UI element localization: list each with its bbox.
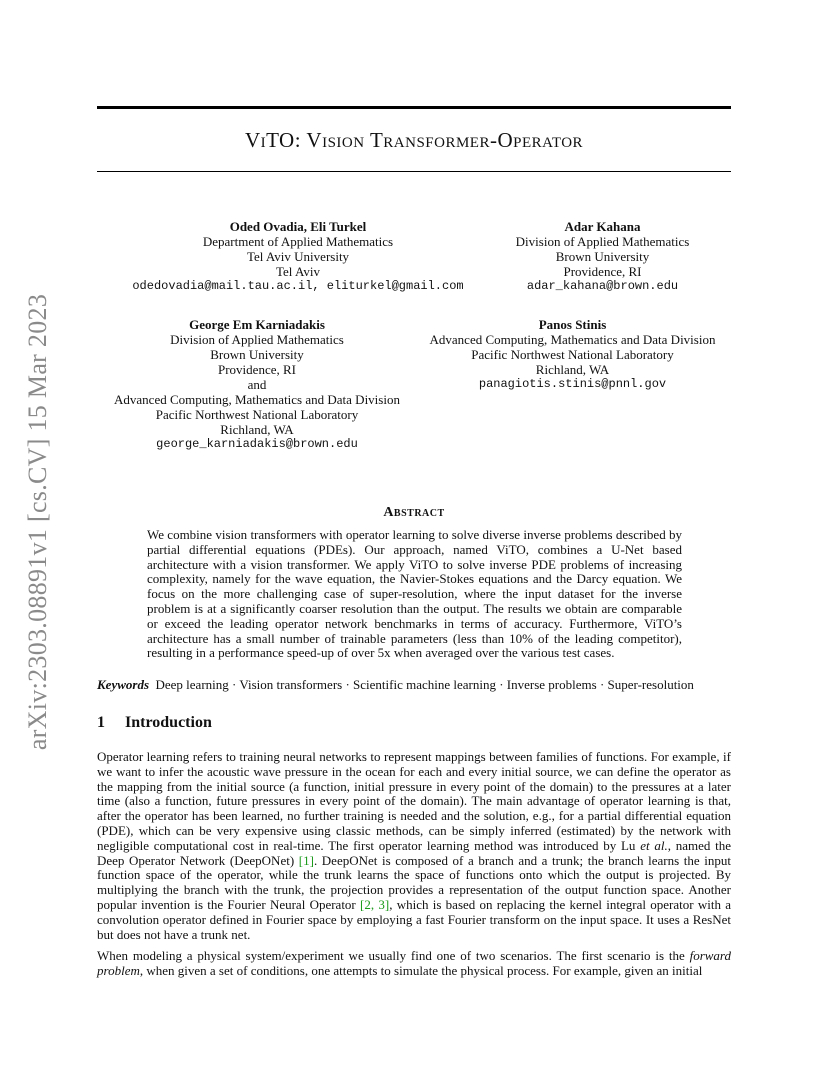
- emphasis-text: forward problem: [97, 948, 731, 978]
- affiliation-line: Division of Applied Mathematics: [170, 332, 344, 347]
- paper-title: ViTO: Vision Transformer-Operator: [244, 128, 584, 152]
- author-name: George Em Karniadakis: [189, 317, 325, 332]
- title-rule-top: [97, 106, 731, 109]
- section-number: 1: [97, 714, 105, 731]
- keywords-text: Deep learning · Vision transformers · Scientific machine learning · Inverse problems · Super-resolution: [155, 677, 694, 692]
- author-block: [490, 219, 715, 294]
- author-email[interactable]: adar_kahana@brown.edu: [526, 279, 679, 293]
- affiliation-line: Pacific Northwest National Laboratory: [155, 407, 359, 422]
- body-paragraph: [97, 949, 731, 979]
- author-block: [420, 317, 725, 392]
- abstract-text: We combine vision transformers with operator learning to solve diverse inverse problems described by partial differential equations (PDEs). Our approach, named ViTO, combines a U-Net based architecture with a vision transformer. We apply ViTO to solve inverse PDE problems of increasing complexity, namely for the wave equation, the Navier-Stokes equations and the Darcy equation. We focus on the more challenging case of super-resolution, where the input dataset for the inverse problem is at a significantly coarser resolution than the output. The results we obtain are comparable or exceed the leading operator network benchmarks in terms of accuracy. Furthermore, ViTO’s architecture has a small number of trainable parameters (less than 10% of the leading competitor), resulting in a performance speed-up of over 5x when averaged over the various test cases.: [147, 527, 682, 661]
- affiliation-line: Advanced Computing, Mathematics and Data Division: [114, 392, 400, 407]
- keywords-label: Keywords: [97, 677, 149, 692]
- citation-link[interactable]: [2, 3]: [360, 896, 390, 912]
- affiliation-line: Pacific Northwest National Laboratory: [471, 347, 674, 362]
- arxiv-sidebar-stamp: [18, 284, 58, 760]
- affiliation-line: Richland, WA: [220, 422, 294, 437]
- body-paragraph: [97, 750, 731, 942]
- paragraph-text: When modeling a physical system/experiment we usually find one of two scenarios. The first scenario is the: [97, 948, 690, 963]
- emphasis-text: et al.: [640, 837, 668, 853]
- arxiv-identifier: arXiv:2303.08891v1 [cs.CV] 15 Mar 2023: [23, 293, 52, 751]
- paragraph-text: . DeepONet is composed of a branch and a trunk; the branch learns the input function space of the operator, while the trunk learns the space of functions onto which the output is projected. By multiplying the branch with the trunk, the projection provides a representation of the output function space. Another popular invention is the Fourier Neural Operator: [97, 852, 731, 912]
- author-block: [118, 219, 478, 294]
- paragraph-text: , which is based on replacing the kernel integral operator with a convolution operator defined in Fourier space by employing a fast Fourier transform on the input space. It uses a ResNet but does not have a trunk net.: [97, 896, 731, 942]
- affiliation-line: Tel Aviv University: [246, 249, 350, 264]
- affiliation-line: Division of Applied Mathematics: [515, 234, 690, 249]
- section-heading: [97, 714, 212, 732]
- author-name: Panos Stinis: [538, 317, 607, 332]
- affiliation-line: Brown University: [555, 249, 650, 264]
- affiliation-line: Brown University: [210, 347, 304, 362]
- section-title: Introduction: [125, 714, 212, 731]
- abstract-heading: Abstract: [383, 505, 445, 520]
- citation-link[interactable]: [1]: [298, 852, 314, 868]
- keywords-line: [97, 677, 731, 693]
- author-email[interactable]: panagiotis.stinis@pnnl.gov: [478, 377, 667, 391]
- author-name: Adar Kahana: [564, 219, 641, 234]
- affiliation-line: Providence, RI: [218, 362, 296, 377]
- paragraph-text: , when given a set of conditions, one attempts to simulate the physical process. For example, given an initial: [139, 962, 703, 978]
- author-name: Oded Ovadia, Eli Turkel: [229, 219, 367, 234]
- affiliation-line: Tel Aviv: [276, 264, 320, 279]
- affiliation-line: Richland, WA: [535, 362, 610, 377]
- paragraph-text: , named the Deep Operator Network (DeepONet): [97, 837, 731, 868]
- affiliation-line: Department of Applied Mathematics: [202, 234, 394, 249]
- author-email[interactable]: george_karniadakis@brown.edu: [156, 437, 358, 451]
- title-rule-bottom: [97, 171, 731, 172]
- affiliation-line: Advanced Computing, Mathematics and Data Division: [429, 332, 716, 347]
- paragraph-text: Operator learning refers to training neural networks to represent mappings between families of functions. For example, if we want to infer the acoustic wave pressure in the ocean for each and every initial source, we can define the operator as the mapping from the initial source (a function, initial pressure in every point of the domain) to the pressures at a later time (also a function, future pressures in every point of the domain). The main advantage of operator learning is that, after the operator has been learned, no further training is needed and the solution, e.g., for a partial differential equation (PDE), which can be very expensive using classic methods, can be simply inferred (estimated) by the network with negligible computational cost in real-time. The first operator learning method was introduced by Lu: [97, 749, 731, 853]
- author-email[interactable]: odedovadia@mail.tau.ac.il, eliturkel@gmail.com: [132, 279, 464, 293]
- affiliation-line: and: [247, 377, 267, 392]
- author-block: [97, 317, 417, 452]
- affiliation-line: Providence, RI: [563, 264, 642, 279]
